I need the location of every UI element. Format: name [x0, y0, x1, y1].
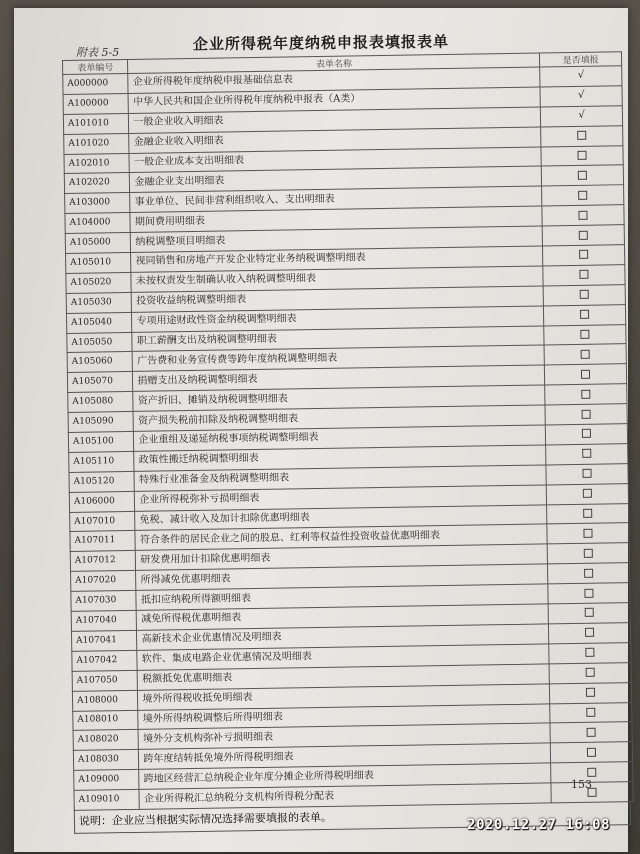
form-code: A105120: [69, 471, 135, 492]
unfilled-mark: [550, 682, 632, 703]
form-name: 免税、减计收入及加计扣除优惠明细表: [135, 505, 547, 531]
empty-checkbox-icon: [578, 191, 587, 200]
form-name: 投资收益纳税调整明细表: [132, 286, 544, 312]
empty-checkbox-icon: [582, 429, 591, 438]
unfilled-mark: [546, 424, 628, 445]
form-name: 专项用途财政性资金纳税调整明细表: [132, 306, 544, 332]
empty-checkbox-icon: [582, 449, 591, 458]
form-code: A106000: [69, 491, 135, 512]
unfilled-mark: [547, 503, 629, 524]
empty-checkbox-icon: [585, 648, 594, 657]
empty-checkbox-icon: [580, 270, 589, 279]
empty-checkbox-icon: [585, 608, 594, 617]
form-code: A105090: [68, 412, 134, 433]
form-name: 纳税调整项目明细表: [131, 226, 543, 252]
form-code: A105110: [69, 451, 135, 472]
empty-checkbox-icon: [582, 409, 591, 418]
form-code: A101020: [64, 133, 130, 154]
form-code: A100000: [63, 93, 129, 114]
empty-checkbox-icon: [581, 370, 590, 379]
empty-checkbox-icon: [583, 489, 592, 498]
form-code: A108020: [73, 730, 139, 751]
unfilled-mark: [544, 324, 626, 345]
unfilled-mark: [547, 523, 629, 544]
form-name: 未按权责发生制确认收入纳税调整明细表: [131, 266, 543, 292]
empty-checkbox-icon: [577, 131, 586, 140]
unfilled-mark: [550, 722, 632, 743]
document-page: [14, 8, 628, 852]
form-name: 符合条件的居民企业之间的股息、红利等权益性投资收益优惠明细表: [135, 524, 547, 550]
empty-checkbox-icon: [585, 628, 594, 637]
form-code: A107010: [70, 511, 136, 532]
unfilled-mark: [549, 662, 631, 683]
form-code: A109000: [74, 770, 140, 791]
form-code: A105040: [66, 312, 132, 333]
form-code: A107011: [70, 531, 136, 552]
empty-checkbox-icon: [581, 389, 590, 398]
empty-checkbox-icon: [583, 469, 592, 478]
empty-checkbox-icon: [584, 549, 593, 558]
empty-checkbox-icon: [579, 250, 588, 259]
unfilled-mark: [546, 463, 628, 484]
table-body: [63, 66, 633, 811]
form-code: A101010: [63, 113, 129, 134]
form-code: A105060: [67, 352, 133, 373]
form-code: A105030: [66, 292, 132, 313]
unfilled-mark: [542, 185, 624, 206]
form-code: A108010: [73, 710, 139, 731]
form-name: 境外分支机构弥补亏损明细表: [138, 723, 550, 749]
empty-checkbox-icon: [587, 747, 596, 756]
empty-checkbox-icon: [587, 767, 596, 776]
form-code: A102010: [64, 153, 130, 174]
header-mark: 是否填报: [540, 52, 622, 67]
form-code: A107030: [71, 591, 137, 612]
unfilled-mark: [542, 205, 624, 226]
empty-checkbox-icon: [578, 171, 587, 180]
form-code: A109010: [74, 789, 140, 810]
form-name: 期间费用明细表: [130, 206, 542, 232]
annex-label: 附表 5-5: [76, 46, 120, 59]
empty-checkbox-icon: [581, 350, 590, 359]
unfilled-mark: [543, 245, 625, 266]
empty-checkbox-icon: [580, 310, 589, 319]
form-code: A105000: [65, 233, 131, 254]
page-number: 153: [571, 778, 592, 791]
unfilled-mark: [550, 702, 632, 723]
form-code: A107040: [71, 610, 137, 631]
unfilled-mark: [545, 384, 627, 405]
form-name: 金融企业收入明细表: [129, 127, 541, 153]
form-code: A108030: [73, 750, 139, 771]
unfilled-mark: [544, 304, 626, 325]
form-name: 境外所得纳税调整后所得明细表: [138, 703, 550, 729]
form-name: 企业所得税年度纳税申报基础信息表: [128, 67, 540, 93]
checkmark-icon: √: [578, 110, 585, 122]
unfilled-mark: [551, 782, 633, 803]
form-code: A107020: [71, 571, 137, 592]
form-code: A105010: [66, 252, 132, 273]
form-code: A105070: [67, 372, 133, 393]
form-code: A108000: [72, 690, 138, 711]
form-code: A107012: [70, 551, 136, 572]
form-code: A107041: [71, 630, 137, 651]
form-name: 资产损失税前扣除及纳税调整明细表: [133, 405, 545, 431]
form-name: 事业单位、民间非营利组织收入、支出明细表: [130, 186, 542, 212]
form-name: 高新技术企业优惠情况及明细表: [137, 624, 549, 650]
form-name: 广告费和业务宣传费等跨年度纳税调整明细表: [133, 345, 545, 371]
checkmark-icon: √: [578, 90, 585, 102]
form-name: 资产折旧、摊销及纳税调整明细表: [133, 385, 545, 411]
form-code: A105100: [68, 431, 134, 452]
empty-checkbox-icon: [584, 529, 593, 538]
unfilled-mark: [549, 623, 631, 644]
form-name: 跨地区经营汇总纳税企业年度分摊企业所得税明细表: [139, 763, 551, 789]
empty-checkbox-icon: [580, 290, 589, 299]
form-name: 跨年度结转抵免境外所得税明细表: [139, 743, 551, 769]
checkmark-icon: √: [577, 70, 585, 82]
empty-checkbox-icon: [586, 688, 595, 697]
unfilled-mark: [548, 583, 630, 604]
unfilled-mark: [543, 225, 625, 246]
document-title: 企业所得税年度纳税申报表填报表单: [192, 32, 450, 54]
unfilled-mark: [545, 364, 627, 385]
unfilled-mark: [551, 742, 633, 763]
form-name: 一般企业成本支出明细表: [129, 147, 541, 173]
unfilled-mark: [544, 344, 626, 365]
empty-checkbox-icon: [579, 210, 588, 219]
empty-checkbox-icon: [583, 509, 592, 518]
empty-checkbox-icon: [585, 588, 594, 597]
header-code: 表单编号: [63, 59, 129, 74]
unfilled-mark: [543, 265, 625, 286]
form-name: 金融企业支出明细表: [130, 166, 542, 192]
form-name: 一般企业收入明细表: [129, 107, 541, 133]
unfilled-mark: [541, 145, 623, 166]
unfilled-mark: [545, 404, 627, 425]
unfilled-mark: [546, 444, 628, 465]
empty-checkbox-icon: [586, 668, 595, 677]
form-name: 抵扣应纳税所得额明细表: [136, 584, 548, 610]
filled-mark: [540, 66, 622, 87]
header-name: 表单名称: [128, 53, 540, 73]
empty-checkbox-icon: [579, 230, 588, 239]
form-name: 政策性搬迁纳税调整明细表: [134, 445, 546, 471]
unfilled-mark: [549, 642, 631, 663]
form-code: A105080: [68, 392, 134, 413]
unfilled-mark: [548, 603, 630, 624]
photo-timestamp: 2020.12.27 16:08: [467, 817, 610, 833]
empty-checkbox-icon: [586, 708, 595, 717]
form-name: 企业所得税弥补亏损明细表: [135, 485, 547, 511]
empty-checkbox-icon: [587, 728, 596, 737]
form-code: A102020: [64, 173, 130, 194]
form-name: 职工薪酬支出及纳税调整明细表: [132, 326, 544, 352]
form-name: 税额抵免优惠明细表: [138, 664, 550, 690]
footnote: 说明：企业应当根据实际情况选择需要填报的表单。: [74, 802, 631, 834]
unfilled-mark: [548, 563, 630, 584]
form-name: 减免所得税优惠明细表: [137, 604, 549, 630]
form-name: 所得减免优惠明细表: [136, 564, 548, 590]
form-code: A104000: [65, 213, 131, 234]
filled-mark: [541, 105, 623, 126]
empty-checkbox-icon: [578, 151, 587, 160]
form-name: 中华人民共和国企业所得税年度纳税申报表（A类）: [128, 87, 540, 113]
form-name: 特殊行业准备金及纳税调整明细表: [134, 465, 546, 491]
filled-mark: [540, 86, 622, 107]
unfilled-mark: [541, 125, 623, 146]
form-name: 研发费用加计扣除优惠明细表: [136, 544, 548, 570]
form-name: 企业重组及递延纳税事项纳税调整明细表: [134, 425, 546, 451]
unfilled-mark: [543, 284, 625, 305]
empty-checkbox-icon: [580, 330, 589, 339]
form-name: 境外所得税收抵免明细表: [138, 684, 550, 710]
empty-checkbox-icon: [584, 568, 593, 577]
unfilled-mark: [548, 543, 630, 564]
form-table: [62, 51, 634, 811]
unfilled-mark: [547, 483, 629, 504]
form-name: 捐赠支出及纳税调整明细表: [133, 365, 545, 391]
form-name: 企业所得税汇总纳税分支机构所得税分配表: [139, 783, 551, 809]
form-code: A103000: [65, 193, 131, 214]
form-name: 视同销售和房地产开发企业特定业务纳税调整明细表: [131, 246, 543, 272]
form-name: 软件、集成电路企业优惠情况及明细表: [137, 644, 549, 670]
form-code: A000000: [63, 73, 129, 94]
form-code: A105050: [67, 332, 133, 353]
form-code: A107042: [72, 650, 138, 671]
form-code: A107050: [72, 670, 138, 691]
form-code: A105020: [66, 272, 132, 293]
unfilled-mark: [542, 165, 624, 186]
